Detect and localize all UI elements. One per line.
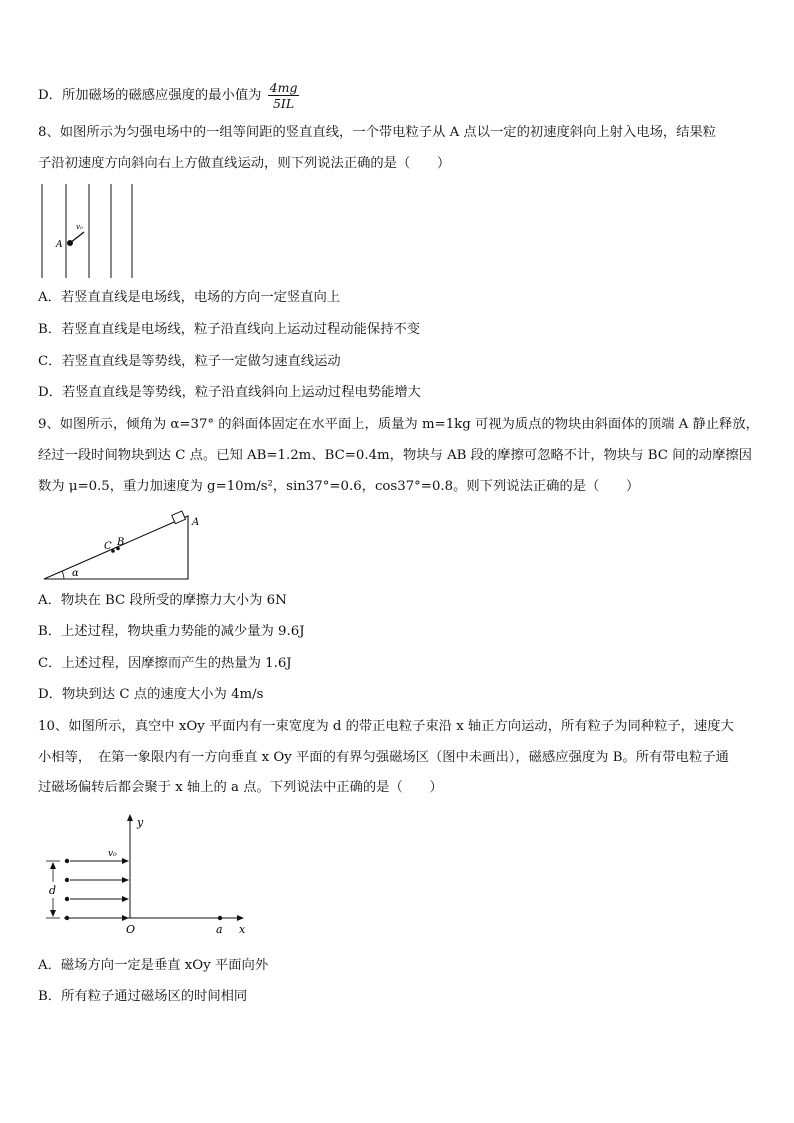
q7-option-d-fraction xyxy=(268,80,300,111)
label-alpha: α xyxy=(72,568,79,579)
q9-option-b: B．上述过程，物块重力势能的减少量为 9.6J xyxy=(38,624,305,639)
q9-option-a: A．物块在 BC 段所受的摩擦力大小为 6N xyxy=(38,593,287,608)
label-c: C xyxy=(104,541,112,552)
label-a: a xyxy=(216,923,223,936)
label-a: A xyxy=(192,517,200,528)
q8-figure-field-lines xyxy=(36,182,146,280)
q8-option-a: A．若竖直直线是电场线，电场的方向一定竖直向上 xyxy=(38,290,341,305)
label-x: x xyxy=(239,923,246,936)
q10-figure-beam xyxy=(40,812,255,937)
q9-stem-line2: 经过一段时间物块到达 C 点。已知 AB=1.2m、BC=0.4m，物块与 AB 段的摩擦可忽略不计，物块与 BC 间的动摩擦因 xyxy=(38,448,752,463)
q7-option-d xyxy=(38,80,758,111)
q10-stem-line2: 小相等， 在第一象限内有一方向垂直 x Oy 平面的有界匀强磁场区（图中未画出），磁感应强度为 B。所有带电粒子通 xyxy=(38,750,729,765)
point-a xyxy=(218,916,222,920)
angle-arc xyxy=(62,571,64,579)
y-axis-arrow xyxy=(127,814,133,821)
fraction-numerator: 4mg xyxy=(269,80,298,95)
q10-option-a: A．磁场方向一定是垂直 xOy 平面向外 xyxy=(38,958,269,973)
q8-stem-line2: 子沿初速度方向斜向右上方做直线运动，则下列说法正确的是（ ） xyxy=(38,156,451,171)
q8-option-d: D．若竖直直线是等势线，粒子沿直线斜向上运动过程电势能增大 xyxy=(38,385,421,400)
d-arrow-down xyxy=(50,910,56,917)
label-d: d xyxy=(49,884,57,897)
q9-figure-incline xyxy=(40,508,210,584)
q8-option-c: C．若竖直直线是等势线，粒子一定做匀速直线运动 xyxy=(38,354,341,369)
q10-option-b: B．所有粒子通过磁场区的时间相同 xyxy=(38,989,248,1004)
q8-option-b: B．若竖直直线是电场线，粒子沿直线向上运动过程动能保持不变 xyxy=(38,322,421,337)
point-label-a: A xyxy=(56,240,63,250)
q8-stem-line1: 8、如图所示为匀强电场中的一组等间距的竖直直线，一个带电粒子从 A 点以一定的初速度斜向上射入电场，结果粒 xyxy=(38,125,717,140)
fraction-denominator: 5IL xyxy=(272,96,295,111)
q9-option-c: C．上述过程，因摩擦而产生的热量为 1.6J xyxy=(38,656,292,671)
q9-stem-line1: 9、如图所示，倾角为 α=37° 的斜面体固定在水平面上，质量为 m=1kg 可视为质点的物块由斜面体的顶端 A 静止释放， xyxy=(38,417,759,432)
label-y: y xyxy=(137,816,144,829)
label-b: B xyxy=(117,537,125,548)
particle-point xyxy=(67,240,73,246)
q9-stem-line3: 数为 μ=0.5，重力加速度为 g=10m/s²，sin37°=0.6，cos37°=0.8。则下列说法正确的是（ ） xyxy=(38,479,640,494)
d-arrow-up xyxy=(50,862,56,869)
velocity-label: v₀ xyxy=(76,223,83,231)
point-c xyxy=(111,549,115,553)
q9-option-d: D．物块到达 C 点的速度大小为 4m/s xyxy=(38,687,264,702)
q10-stem-line3: 过磁场偏转后都会聚于 x 轴上的 a 点。下列说法中正确的是（ ） xyxy=(38,780,443,795)
x-axis-arrow xyxy=(237,915,244,921)
label-v0: v₀ xyxy=(108,849,117,859)
q7-option-d-text: D．所加磁场的磁感应强度的最小值为 xyxy=(38,88,262,103)
q10-stem-line1: 10、如图所示，真空中 xOy 平面内有一束宽度为 d 的带正电粒子束沿 x 轴正方向运动，所有粒子为同种粒子，速度大 xyxy=(38,719,734,734)
label-o: O xyxy=(126,923,136,936)
particle-beam xyxy=(65,858,129,921)
incline-triangle xyxy=(44,516,188,579)
